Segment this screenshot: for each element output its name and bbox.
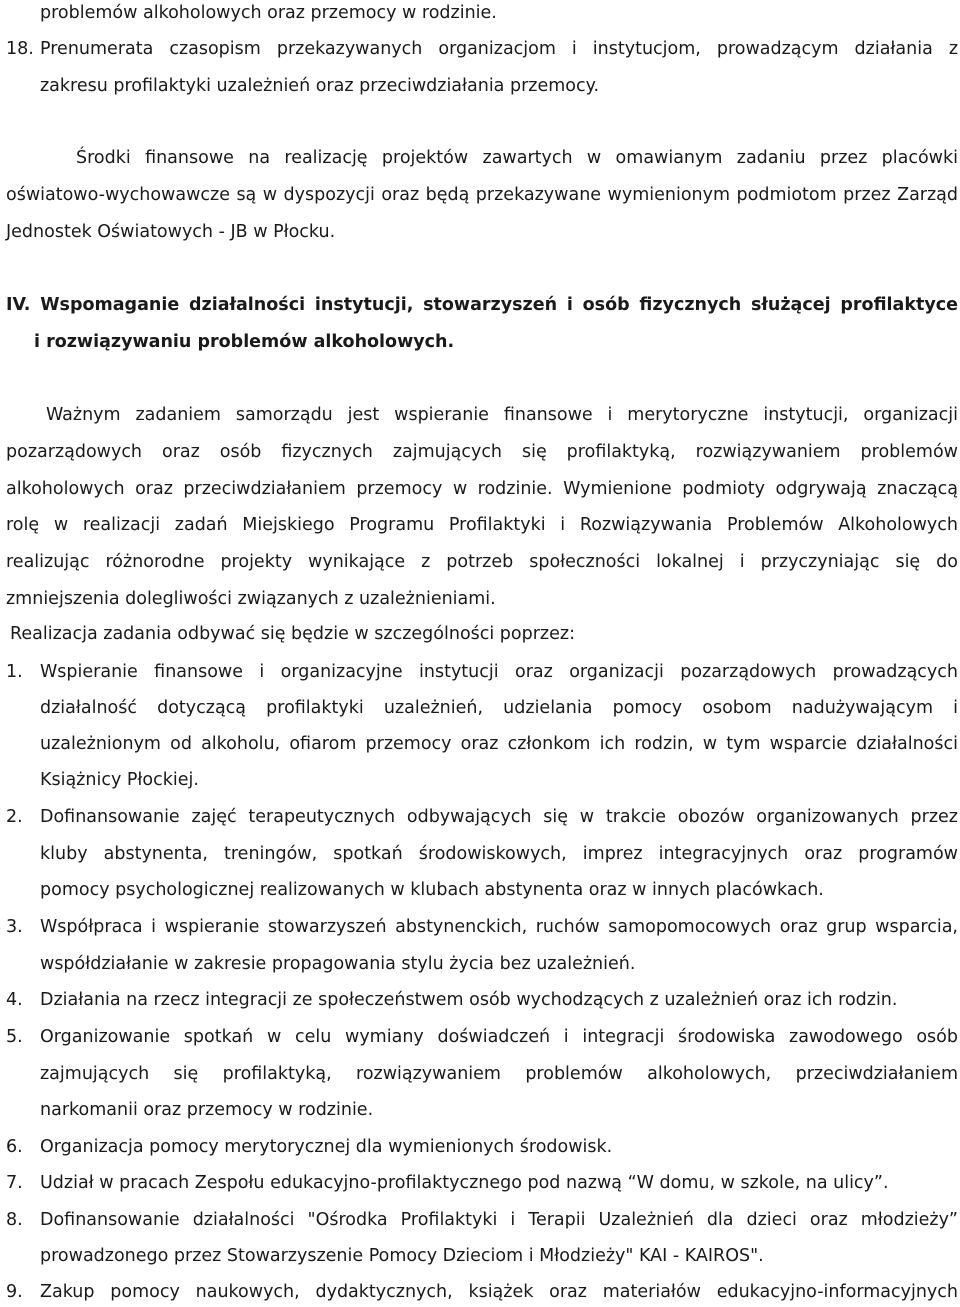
list-item-line: Organizacja pomocy merytorycznej dla wymienionych środowisk.: [40, 1137, 613, 1157]
text-line: Ważnym zadaniem samorządu jest wspieranie finansowe i merytoryczne instytucji, organizacji: [46, 405, 958, 425]
list-number: 9.: [6, 1282, 23, 1302]
list-item-line: prowadzonego przez Stowarzyszenie Pomocy Dzieciom i Młodzieży" KAI - KAIROS".: [40, 1246, 764, 1266]
section-heading: IV. Wspomaganie działalności instytucji, stowarzyszeń i osób fizycznych służącej profilaktyce: [6, 295, 958, 315]
list-number: 4.: [6, 990, 23, 1010]
list-item-line: Współpraca i wspieranie stowarzyszeń abstynenckich, ruchów samopomocowych oraz grup wsparcia,: [40, 917, 958, 937]
text-line: oświatowo-wychowawcze są w dyspozycji oraz będą przekazywane wymienionym podmiotom przez Zarząd: [6, 185, 958, 205]
list-item-line: Działania na rzecz integracji ze społeczeństwem osób wychodzących z uzależnień oraz ich rodzin.: [40, 990, 898, 1010]
list-item-line: Organizowanie spotkań w celu wymiany doświadczeń i integracji środowiska zawodowego osób: [40, 1027, 958, 1047]
list-number: 18.: [6, 39, 34, 59]
list-item-line: uzależnionym od alkoholu, ofiarom przemocy oraz członkom ich rodzin, w tym wsparcie działalności: [40, 734, 958, 754]
list-intro: Realizacja zadania odbywać się będzie w szczególności poprzez:: [10, 624, 575, 644]
list-item-line: Wspieranie finansowe i organizacyjne instytucji oraz organizacji pozarządowych prowadzących: [40, 662, 958, 682]
list-number: 5.: [6, 1027, 23, 1047]
list-item-line: Zakup pomocy naukowych, dydaktycznych, książek oraz materiałów edukacyjno-informacyjnych: [40, 1282, 958, 1302]
list-item-line: zajmujących się profilaktyką, rozwiązywaniem problemów alkoholowych, przeciwdziałaniem: [40, 1064, 958, 1084]
text-line: problemów alkoholowych oraz przemocy w rodzinie.: [40, 3, 497, 23]
list-number: 6.: [6, 1137, 23, 1157]
list-item-line: pomocy psychologicznej realizowanych w klubach abstynenta oraz w innych placówkach.: [40, 880, 824, 900]
list-item-line: współdziałanie w zakresie propagowania stylu życia bez uzależnień.: [40, 954, 636, 974]
text-line: zakresu profilaktyki uzależnień oraz przeciwdziałania przemocy.: [40, 76, 600, 96]
list-number: 2.: [6, 807, 23, 827]
list-number: 1.: [6, 662, 23, 682]
list-number: 8.: [6, 1210, 23, 1230]
text-line: pozarządowych oraz osób fizycznych zajmujących się profilaktyką, rozwiązywaniem problemów: [6, 442, 958, 462]
text-line: realizując różnorodne projekty wynikające z potrzeb społeczności lokalnej i przyczyniając się do: [6, 552, 958, 572]
text-line: zmniejszenia dolegliwości związanych z uzależnieniami.: [6, 589, 496, 609]
section-heading: i rozwiązywaniu problemów alkoholowych.: [34, 332, 455, 352]
list-item-line: narkomanii oraz przemocy w rodzinie.: [40, 1100, 374, 1120]
text-line: Środki finansowe na realizację projektów zawartych w omawianym zadaniu przez placówki: [76, 148, 958, 168]
list-item-line: Dofinansowanie działalności "Ośrodka Profilaktyki i Terapii Uzależnień dla dzieci oraz młodzieży”: [40, 1210, 958, 1230]
list-item-line: Udział w pracach Zespołu edukacyjno-profilaktycznego pod nazwą “W domu, w szkole, na ulicy”.: [40, 1173, 889, 1193]
list-item-line: kluby abstynenta, treningów, spotkań środowiskowych, imprez integracyjnych oraz programów: [40, 844, 958, 864]
text-line: alkoholowych oraz przeciwdziałaniem przemocy w rodzinie. Wymienione podmioty odgrywają znaczącą: [6, 479, 958, 499]
text-line: Jednostek Oświatowych - JB w Płocku.: [6, 222, 336, 242]
list-item-line: Dofinansowanie zajęć terapeutycznych odbywających się w trakcie obozów organizowanych przez: [40, 807, 958, 827]
list-number: 7.: [6, 1173, 23, 1193]
text-line: rolę w realizacji zadań Miejskiego Programu Profilaktyki i Rozwiązywania Problemów Alkoholowych: [6, 515, 958, 535]
list-item-line: działalność dotyczącą profilaktyki uzależnień, udzielania pomocy osobom nadużywającym i: [40, 698, 958, 718]
list-number: 3.: [6, 917, 23, 937]
list-item-line: Książnicy Płockiej.: [40, 770, 199, 790]
text-line: Prenumerata czasopism przekazywanych organizacjom i instytucjom, prowadzącym działania z: [40, 39, 958, 59]
